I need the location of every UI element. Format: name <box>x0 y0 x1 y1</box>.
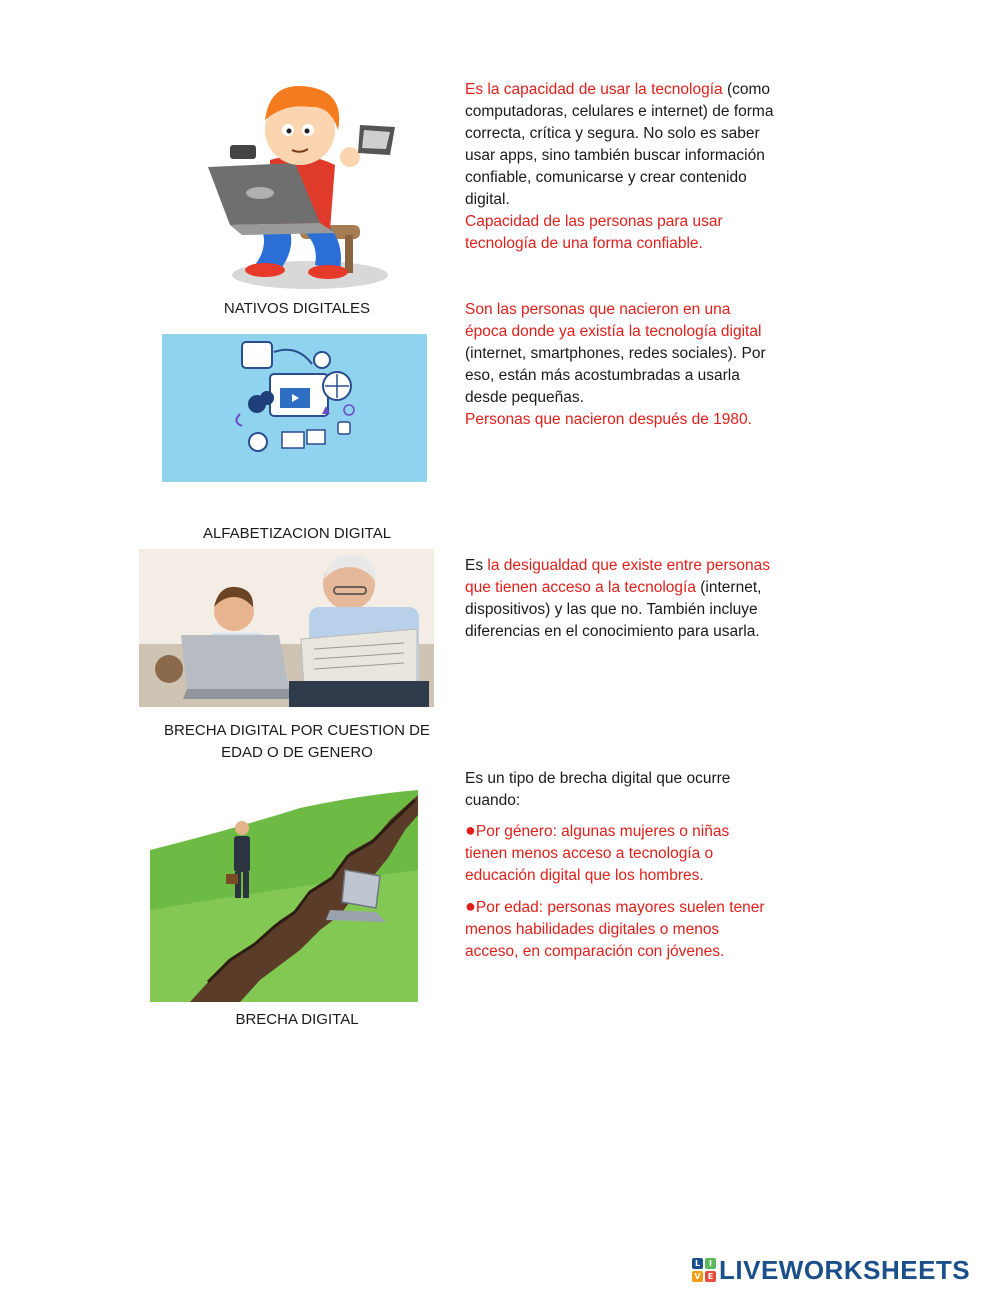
logo-text: LIVEWORKSHEETS <box>719 1254 971 1285</box>
image-child-grandfather <box>139 549 434 707</box>
logo-squares-icon: L I V E <box>692 1258 716 1282</box>
paragraph-section-1: Es la capacidad de usar la tecnología (como computadoras, celulares e internet) de forma correcta, crítica y segura. No solo es saber usar apps, sino también buscar información confiable, comunicarse y crear contenido digital. Capacidad de las personas para usar tecnología de una forma confiable. <box>465 81 774 252</box>
image-digital-icons <box>162 334 427 482</box>
paragraph-section-4-intro: Es un tipo de brecha digital que ocurre cuando: <box>465 770 731 809</box>
image-digital-divide <box>150 790 418 1002</box>
label-nativos-digitales: NATIVOS DIGITALES <box>223 300 371 317</box>
label-brecha-edad-genero: BRECHA DIGITAL POR CUESTION DE EDAD O DE GENERO <box>164 722 430 761</box>
bullet-por-edad: ●Por edad: personas mayores suelen tener menos habilidades digitales o menos acceso, en comparación con jóvenes. <box>465 896 765 960</box>
bullet-dot-icon: ● <box>465 820 476 840</box>
liveworksheets-logo <box>692 1255 970 1285</box>
bullet-dot-icon: ● <box>465 896 476 916</box>
label-brecha-digital: BRECHA DIGITAL <box>235 1011 359 1028</box>
label-alfabetizacion-digital: ALFABETIZACION DIGITAL <box>202 525 392 542</box>
bullet-por-genero: ●Por género: algunas mujeres o niñas tienen menos acceso a tecnología o educación digital que los hombres. <box>465 820 730 884</box>
image-kid-with-devices <box>200 75 405 295</box>
paragraph-section-2: Son las personas que nacieron en una época donde ya existía la tecnología digital (internet, smartphones, redes sociales). Por eso, están más acostumbradas a usarla desde pequeñas. Personas que nacieron después de 1980. <box>465 301 766 428</box>
paragraph-section-3: Es la desigualdad que existe entre personas que tienen acceso a la tecnología (internet, dispositivos) y las que no. También incluye diferencias en el conocimiento para usarla. <box>465 557 771 640</box>
